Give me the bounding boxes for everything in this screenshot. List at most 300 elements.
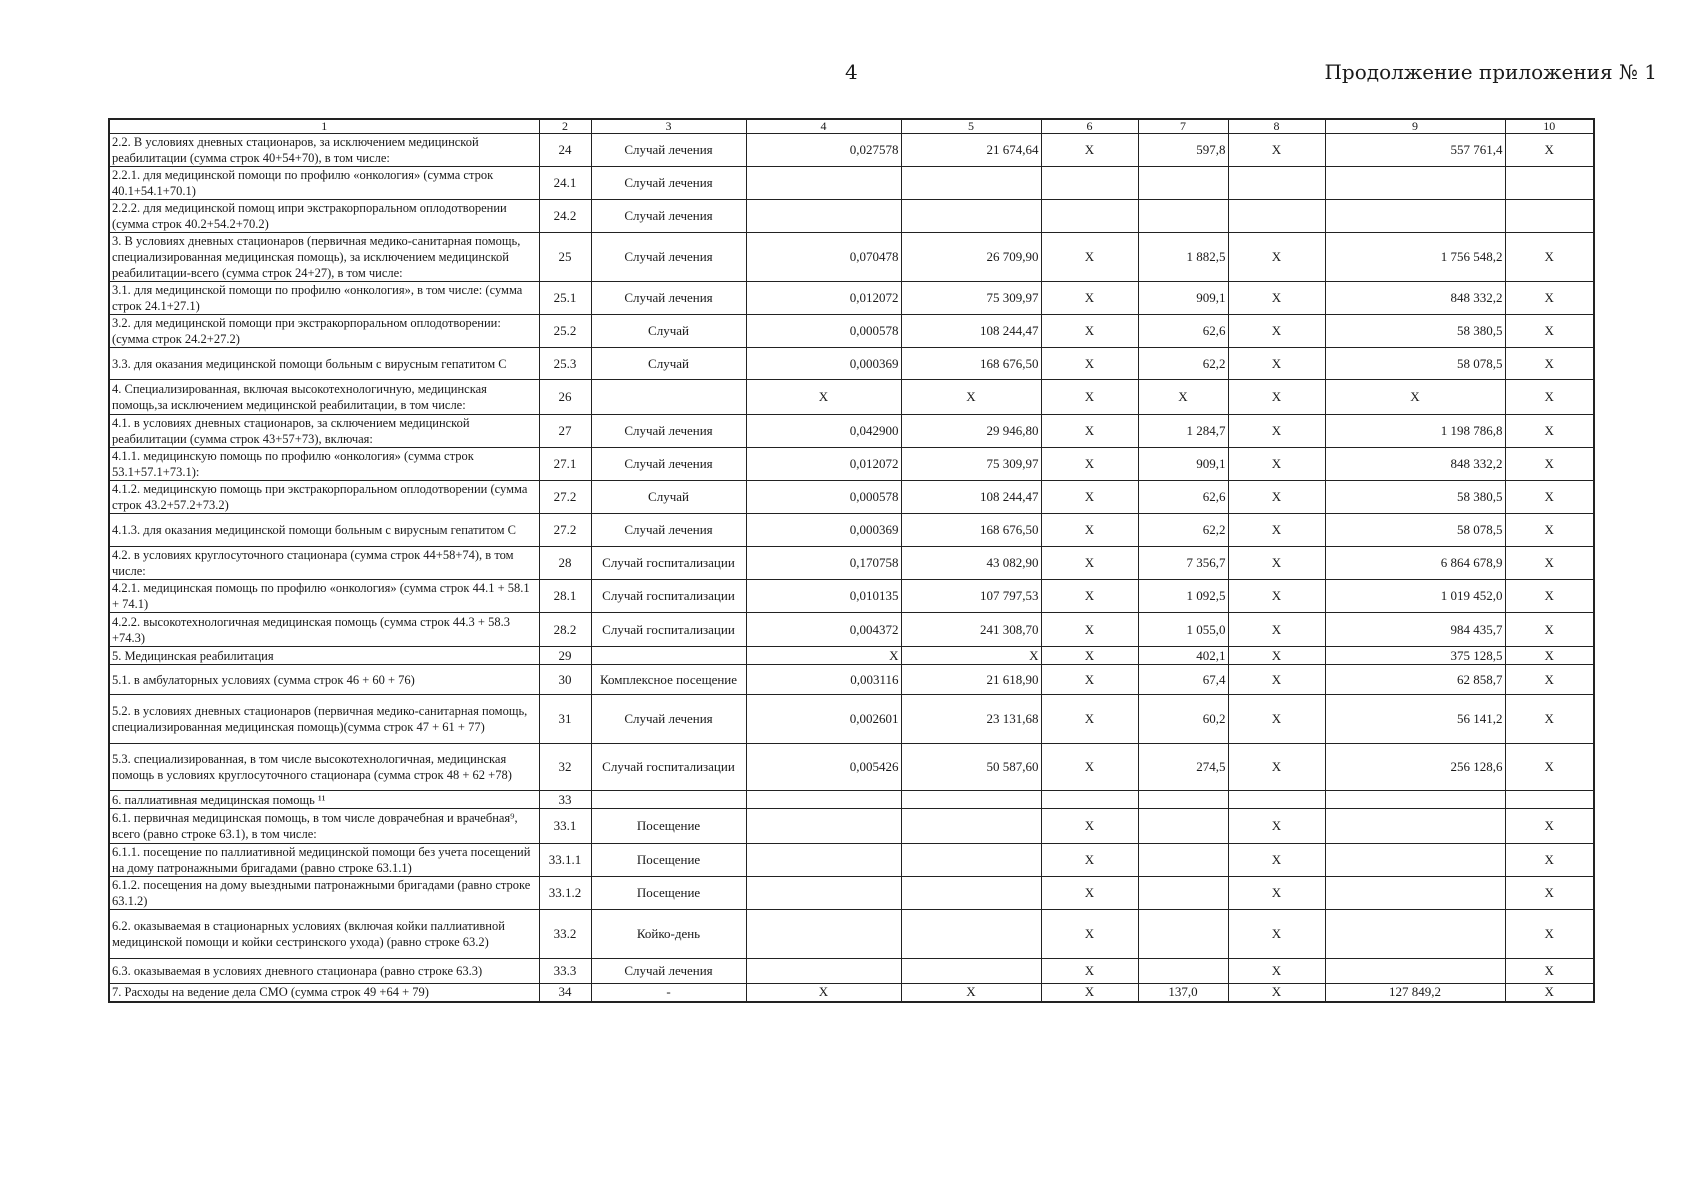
col-8-value: X xyxy=(1228,877,1325,910)
col-7-value: 597,8 xyxy=(1138,134,1228,167)
row-number: 33 xyxy=(539,791,591,809)
column-header: 6 xyxy=(1041,119,1138,134)
table-row xyxy=(109,481,1594,514)
row-number: 27.2 xyxy=(539,481,591,514)
col-5-value: X xyxy=(901,647,1041,665)
col-7-value: 67,4 xyxy=(1138,665,1228,695)
col-5-value: 168 676,50 xyxy=(901,514,1041,547)
row-number: 33.2 xyxy=(539,910,591,959)
col-6-value: X xyxy=(1041,844,1138,877)
col-9-value xyxy=(1325,791,1505,809)
col-10-value: X xyxy=(1505,844,1594,877)
row-number: 24.1 xyxy=(539,167,591,200)
col-9-value: 1 019 452,0 xyxy=(1325,580,1505,613)
col-8-value: X xyxy=(1228,613,1325,647)
table-row xyxy=(109,613,1594,647)
unit-of-measure xyxy=(591,647,746,665)
col-10-value: X xyxy=(1505,134,1594,167)
col-6-value: X xyxy=(1041,877,1138,910)
col-8-value: X xyxy=(1228,448,1325,481)
row-description: 4.1.2. медицинскую помощь при экстракорпоральном оплодотворении (сумма строк 43.2+57.2+73.2) xyxy=(109,481,539,514)
row-description: 6.1. первичная медицинская помощь, в том числе доврачебная и врачебная⁹, всего (равно строке 63.1), в том числе: xyxy=(109,809,539,844)
col-7-value: 7 356,7 xyxy=(1138,547,1228,580)
col-9-value: 256 128,6 xyxy=(1325,744,1505,791)
col-4-value: 0,000578 xyxy=(746,481,901,514)
col-10-value: X xyxy=(1505,695,1594,744)
col-7-value: 909,1 xyxy=(1138,282,1228,315)
row-number: 33.3 xyxy=(539,959,591,984)
col-7-value: 1 055,0 xyxy=(1138,613,1228,647)
unit-of-measure: Случай госпитализации xyxy=(591,547,746,580)
col-4-value: 0,003116 xyxy=(746,665,901,695)
col-5-value: 21 618,90 xyxy=(901,665,1041,695)
col-9-value: 375 128,5 xyxy=(1325,647,1505,665)
col-7-value xyxy=(1138,791,1228,809)
col-7-value: 62,6 xyxy=(1138,315,1228,348)
row-number: 25.1 xyxy=(539,282,591,315)
col-9-value: 58 380,5 xyxy=(1325,481,1505,514)
row-description: 6.2. оказываемая в стационарных условиях (включая койки паллиативной медицинской помощи и койки сестринского ухода) (равно строке 63.2) xyxy=(109,910,539,959)
col-5-value xyxy=(901,877,1041,910)
col-7-value xyxy=(1138,910,1228,959)
table-row xyxy=(109,233,1594,282)
col-7-value xyxy=(1138,877,1228,910)
col-6-value: X xyxy=(1041,984,1138,1002)
col-5-value xyxy=(901,167,1041,200)
column-header: 9 xyxy=(1325,119,1505,134)
col-10-value: X xyxy=(1505,665,1594,695)
table-row xyxy=(109,744,1594,791)
col-10-value: X xyxy=(1505,984,1594,1002)
row-description: 7. Расходы на ведение дела СМО (сумма строк 49 +64 + 79) xyxy=(109,984,539,1002)
col-9-value: 58 078,5 xyxy=(1325,348,1505,380)
row-number: 34 xyxy=(539,984,591,1002)
unit-of-measure: Случай госпитализации xyxy=(591,744,746,791)
row-description: 5.3. специализированная, в том числе высокотехнологичная, медицинская помощь в условиях круглосуточного стационара (сумма строк 48 + 62 +78) xyxy=(109,744,539,791)
col-8-value: X xyxy=(1228,415,1325,448)
col-5-value: 29 946,80 xyxy=(901,415,1041,448)
row-number: 25.3 xyxy=(539,348,591,380)
col-8-value: X xyxy=(1228,481,1325,514)
row-number: 28.1 xyxy=(539,580,591,613)
col-4-value xyxy=(746,844,901,877)
col-4-value: 0,000369 xyxy=(746,514,901,547)
col-9-value xyxy=(1325,167,1505,200)
col-4-value: 0,002601 xyxy=(746,695,901,744)
row-description: 3. В условиях дневных стационаров (первичная медико-санитарная помощь, специализированная медицинская помощь), за исключением медицинской реабилитации-всего (сумма строк 24+27), в том числе: xyxy=(109,233,539,282)
col-9-value: 6 864 678,9 xyxy=(1325,547,1505,580)
row-description: 5.1. в амбулаторных условиях (сумма строк 46 + 60 + 76) xyxy=(109,665,539,695)
col-10-value: X xyxy=(1505,613,1594,647)
col-9-value: 848 332,2 xyxy=(1325,282,1505,315)
header-row xyxy=(109,119,1594,134)
col-8-value: X xyxy=(1228,514,1325,547)
col-10-value: X xyxy=(1505,233,1594,282)
col-8-value: X xyxy=(1228,844,1325,877)
col-10-value: X xyxy=(1505,744,1594,791)
unit-of-measure: Случай лечения xyxy=(591,282,746,315)
col-10-value xyxy=(1505,791,1594,809)
column-header: 1 xyxy=(109,119,539,134)
col-4-value: 0,170758 xyxy=(746,547,901,580)
col-8-value: X xyxy=(1228,282,1325,315)
row-description: 5. Медицинская реабилитация xyxy=(109,647,539,665)
col-7-value xyxy=(1138,200,1228,233)
col-9-value: 58 078,5 xyxy=(1325,514,1505,547)
col-4-value: 0,042900 xyxy=(746,415,901,448)
col-6-value: X xyxy=(1041,695,1138,744)
column-header: 2 xyxy=(539,119,591,134)
col-8-value: X xyxy=(1228,348,1325,380)
col-8-value: X xyxy=(1228,547,1325,580)
table-row xyxy=(109,415,1594,448)
col-9-value xyxy=(1325,809,1505,844)
col-8-value: X xyxy=(1228,959,1325,984)
col-5-value xyxy=(901,791,1041,809)
col-9-value: 62 858,7 xyxy=(1325,665,1505,695)
col-7-value xyxy=(1138,959,1228,984)
appendix-continuation-heading: Продолжение приложения № 1 xyxy=(1324,60,1657,84)
col-7-value: 1 882,5 xyxy=(1138,233,1228,282)
col-10-value xyxy=(1505,200,1594,233)
table-body xyxy=(109,134,1594,1002)
col-7-value: 62,2 xyxy=(1138,514,1228,547)
row-number: 29 xyxy=(539,647,591,665)
col-5-value: 108 244,47 xyxy=(901,315,1041,348)
col-7-value: 60,2 xyxy=(1138,695,1228,744)
col-9-value xyxy=(1325,877,1505,910)
col-6-value xyxy=(1041,791,1138,809)
row-description: 4. Специализированная, включая высокотехнологичную, медицинская помощь,за исключением медицинской реабилитации, в том числе: xyxy=(109,380,539,415)
col-9-value: X xyxy=(1325,380,1505,415)
unit-of-measure: Посещение xyxy=(591,844,746,877)
unit-of-measure: Случай лечения xyxy=(591,448,746,481)
unit-of-measure: Посещение xyxy=(591,877,746,910)
table-row xyxy=(109,134,1594,167)
row-number: 27 xyxy=(539,415,591,448)
col-9-value: 848 332,2 xyxy=(1325,448,1505,481)
row-description: 2.2.1. для медицинской помощи по профилю «онкология» (сумма строк 40.1+54.1+70.1) xyxy=(109,167,539,200)
col-6-value: X xyxy=(1041,415,1138,448)
col-9-value: 56 141,2 xyxy=(1325,695,1505,744)
row-number: 24 xyxy=(539,134,591,167)
row-description: 4.1.3. для оказания медицинской помощи больным с вирусным гепатитом С xyxy=(109,514,539,547)
unit-of-measure: Случай лечения xyxy=(591,200,746,233)
col-9-value xyxy=(1325,910,1505,959)
col-10-value: X xyxy=(1505,547,1594,580)
col-5-value xyxy=(901,844,1041,877)
unit-of-measure: Случай xyxy=(591,348,746,380)
table-row xyxy=(109,844,1594,877)
col-4-value xyxy=(746,809,901,844)
col-10-value: X xyxy=(1505,580,1594,613)
row-description: 4.1.1. медицинскую помощь по профилю «онкология» (сумма строк 53.1+57.1+73.1): xyxy=(109,448,539,481)
col-6-value: X xyxy=(1041,380,1138,415)
column-header: 3 xyxy=(591,119,746,134)
col-4-value: 0,070478 xyxy=(746,233,901,282)
col-6-value: X xyxy=(1041,448,1138,481)
col-4-value xyxy=(746,959,901,984)
col-5-value: 108 244,47 xyxy=(901,481,1041,514)
row-number: 33.1.2 xyxy=(539,877,591,910)
row-description: 2.2.2. для медицинской помощ ипри экстракорпоральном оплодотворении (сумма строк 40.2+54.2+70.2) xyxy=(109,200,539,233)
col-8-value: X xyxy=(1228,580,1325,613)
col-5-value: 43 082,90 xyxy=(901,547,1041,580)
col-9-value: 984 435,7 xyxy=(1325,613,1505,647)
col-5-value xyxy=(901,910,1041,959)
unit-of-measure: Случай лечения xyxy=(591,233,746,282)
column-header: 7 xyxy=(1138,119,1228,134)
row-description: 6.1.1. посещение по паллиативной медицинской помощи без учета посещений на дому патронажными бригадами (равно строке 63.1.1) xyxy=(109,844,539,877)
col-10-value: X xyxy=(1505,481,1594,514)
unit-of-measure xyxy=(591,380,746,415)
row-description: 4.2. в условиях круглосуточного стационара (сумма строк 44+58+74), в том числе: xyxy=(109,547,539,580)
col-9-value: 1 198 786,8 xyxy=(1325,415,1505,448)
col-8-value: X xyxy=(1228,380,1325,415)
column-header: 5 xyxy=(901,119,1041,134)
col-4-value: 0,000369 xyxy=(746,348,901,380)
col-7-value: 62,2 xyxy=(1138,348,1228,380)
col-6-value: X xyxy=(1041,481,1138,514)
col-6-value: X xyxy=(1041,315,1138,348)
col-6-value xyxy=(1041,167,1138,200)
unit-of-measure: Случай лечения xyxy=(591,134,746,167)
col-5-value: 50 587,60 xyxy=(901,744,1041,791)
row-number: 30 xyxy=(539,665,591,695)
col-9-value xyxy=(1325,844,1505,877)
col-5-value: X xyxy=(901,984,1041,1002)
row-number: 31 xyxy=(539,695,591,744)
col-8-value: X xyxy=(1228,695,1325,744)
col-7-value: 274,5 xyxy=(1138,744,1228,791)
col-10-value xyxy=(1505,167,1594,200)
table-row xyxy=(109,547,1594,580)
col-4-value xyxy=(746,877,901,910)
column-header: 8 xyxy=(1228,119,1325,134)
col-4-value: 0,000578 xyxy=(746,315,901,348)
col-8-value: X xyxy=(1228,315,1325,348)
col-4-value: X xyxy=(746,984,901,1002)
col-4-value: 0,012072 xyxy=(746,448,901,481)
row-number: 33.1.1 xyxy=(539,844,591,877)
col-6-value: X xyxy=(1041,647,1138,665)
col-7-value: 1 284,7 xyxy=(1138,415,1228,448)
col-6-value: X xyxy=(1041,744,1138,791)
unit-of-measure: Случай лечения xyxy=(591,695,746,744)
col-5-value: 168 676,50 xyxy=(901,348,1041,380)
col-8-value: X xyxy=(1228,984,1325,1002)
table-row xyxy=(109,282,1594,315)
col-5-value xyxy=(901,959,1041,984)
row-description: 4.2.2. высокотехнологичная медицинская помощь (сумма строк 44.3 + 58.3 +74.3) xyxy=(109,613,539,647)
unit-of-measure: Комплексное посещение xyxy=(591,665,746,695)
col-6-value: X xyxy=(1041,910,1138,959)
col-7-value: 1 092,5 xyxy=(1138,580,1228,613)
row-description: 6.1.2. посещения на дому выездными патронажными бригадами (равно строке 63.1.2) xyxy=(109,877,539,910)
col-9-value: 127 849,2 xyxy=(1325,984,1505,1002)
col-6-value: X xyxy=(1041,233,1138,282)
row-description: 3.1. для медицинской помощи по профилю «онкология», в том числе: (сумма строк 24.1+27.1) xyxy=(109,282,539,315)
col-10-value: X xyxy=(1505,647,1594,665)
col-5-value: 75 309,97 xyxy=(901,282,1041,315)
col-5-value: 23 131,68 xyxy=(901,695,1041,744)
unit-of-measure xyxy=(591,791,746,809)
col-4-value xyxy=(746,910,901,959)
col-8-value: X xyxy=(1228,809,1325,844)
col-9-value xyxy=(1325,959,1505,984)
unit-of-measure: Койко-день xyxy=(591,910,746,959)
col-6-value: X xyxy=(1041,580,1138,613)
col-5-value xyxy=(901,809,1041,844)
col-4-value: 0,012072 xyxy=(746,282,901,315)
col-10-value: X xyxy=(1505,282,1594,315)
row-description: 4.2.1. медицинская помощь по профилю «онкология» (сумма строк 44.1 + 58.1 + 74.1) xyxy=(109,580,539,613)
col-6-value: X xyxy=(1041,547,1138,580)
col-5-value xyxy=(901,200,1041,233)
col-4-value xyxy=(746,167,901,200)
col-10-value: X xyxy=(1505,514,1594,547)
col-7-value: 909,1 xyxy=(1138,448,1228,481)
col-9-value xyxy=(1325,200,1505,233)
table-row xyxy=(109,580,1594,613)
col-5-value: 75 309,97 xyxy=(901,448,1041,481)
table-row xyxy=(109,791,1594,809)
col-8-value: X xyxy=(1228,910,1325,959)
row-description: 3.3. для оказания медицинской помощи больным с вирусным гепатитом С xyxy=(109,348,539,380)
table-row xyxy=(109,448,1594,481)
row-number: 25 xyxy=(539,233,591,282)
table-row xyxy=(109,877,1594,910)
row-number: 26 xyxy=(539,380,591,415)
col-6-value: X xyxy=(1041,282,1138,315)
col-5-value: 26 709,90 xyxy=(901,233,1041,282)
col-6-value: X xyxy=(1041,348,1138,380)
col-7-value: 402,1 xyxy=(1138,647,1228,665)
column-header: 4 xyxy=(746,119,901,134)
col-7-value xyxy=(1138,809,1228,844)
col-8-value xyxy=(1228,167,1325,200)
row-number: 32 xyxy=(539,744,591,791)
unit-of-measure: Случай госпитализации xyxy=(591,580,746,613)
col-5-value: 21 674,64 xyxy=(901,134,1041,167)
table-row xyxy=(109,809,1594,844)
data-table xyxy=(108,118,1595,1003)
table-row xyxy=(109,315,1594,348)
col-5-value: 241 308,70 xyxy=(901,613,1041,647)
row-number: 27.1 xyxy=(539,448,591,481)
table-row xyxy=(109,348,1594,380)
col-8-value xyxy=(1228,791,1325,809)
col-5-value: X xyxy=(901,380,1041,415)
unit-of-measure: Случай xyxy=(591,481,746,514)
col-6-value: X xyxy=(1041,665,1138,695)
col-10-value: X xyxy=(1505,348,1594,380)
col-7-value xyxy=(1138,167,1228,200)
col-10-value: X xyxy=(1505,315,1594,348)
row-number: 27.2 xyxy=(539,514,591,547)
row-description: 5.2. в условиях дневных стационаров (первичная медико-санитарная помощь, специализированная медицинская помощь)(сумма строк 47 + 61 + 77) xyxy=(109,695,539,744)
unit-of-measure: - xyxy=(591,984,746,1002)
col-9-value: 58 380,5 xyxy=(1325,315,1505,348)
col-4-value: X xyxy=(746,647,901,665)
col-6-value: X xyxy=(1041,613,1138,647)
col-8-value: X xyxy=(1228,647,1325,665)
table-row xyxy=(109,380,1594,415)
col-5-value: 107 797,53 xyxy=(901,580,1041,613)
row-number: 28.2 xyxy=(539,613,591,647)
page-number: 4 xyxy=(845,60,858,84)
row-description: 6. паллиативная медицинская помощь ¹¹ xyxy=(109,791,539,809)
col-9-value: 557 761,4 xyxy=(1325,134,1505,167)
col-10-value: X xyxy=(1505,877,1594,910)
table-row xyxy=(109,910,1594,959)
unit-of-measure: Случай лечения xyxy=(591,514,746,547)
col-7-value: X xyxy=(1138,380,1228,415)
col-8-value: X xyxy=(1228,665,1325,695)
table-row xyxy=(109,695,1594,744)
row-number: 25.2 xyxy=(539,315,591,348)
unit-of-measure: Случай лечения xyxy=(591,167,746,200)
col-10-value: X xyxy=(1505,910,1594,959)
unit-of-measure: Случай xyxy=(591,315,746,348)
row-description: 2.2. В условиях дневных стационаров, за исключением медицинской реабилитации (сумма строк 40+54+70), в том числе: xyxy=(109,134,539,167)
unit-of-measure: Случай лечения xyxy=(591,415,746,448)
unit-of-measure: Случай лечения xyxy=(591,959,746,984)
row-description: 6.3. оказываемая в условиях дневного стационара (равно строке 63.3) xyxy=(109,959,539,984)
table-row xyxy=(109,984,1594,1002)
col-6-value: X xyxy=(1041,809,1138,844)
col-4-value: X xyxy=(746,380,901,415)
col-10-value: X xyxy=(1505,415,1594,448)
unit-of-measure: Посещение xyxy=(591,809,746,844)
table-row xyxy=(109,665,1594,695)
col-7-value: 62,6 xyxy=(1138,481,1228,514)
col-8-value xyxy=(1228,200,1325,233)
col-6-value: X xyxy=(1041,514,1138,547)
row-number: 28 xyxy=(539,547,591,580)
row-description: 3.2. для медицинской помощи при экстракорпоральном оплодотворении: (сумма строк 24.2+27.2) xyxy=(109,315,539,348)
unit-of-measure: Случай госпитализации xyxy=(591,613,746,647)
col-6-value: X xyxy=(1041,134,1138,167)
col-8-value: X xyxy=(1228,744,1325,791)
col-8-value: X xyxy=(1228,233,1325,282)
col-4-value xyxy=(746,200,901,233)
col-4-value: 0,005426 xyxy=(746,744,901,791)
table-row xyxy=(109,514,1594,547)
col-6-value: X xyxy=(1041,959,1138,984)
col-6-value xyxy=(1041,200,1138,233)
row-number: 33.1 xyxy=(539,809,591,844)
col-4-value: 0,004372 xyxy=(746,613,901,647)
col-4-value xyxy=(746,791,901,809)
table-row xyxy=(109,200,1594,233)
col-10-value: X xyxy=(1505,448,1594,481)
column-header: 10 xyxy=(1505,119,1594,134)
col-8-value: X xyxy=(1228,134,1325,167)
col-10-value: X xyxy=(1505,380,1594,415)
table-row xyxy=(109,167,1594,200)
col-4-value: 0,027578 xyxy=(746,134,901,167)
col-7-value: 137,0 xyxy=(1138,984,1228,1002)
col-10-value: X xyxy=(1505,959,1594,984)
col-4-value: 0,010135 xyxy=(746,580,901,613)
table-row xyxy=(109,647,1594,665)
row-number: 24.2 xyxy=(539,200,591,233)
table-row xyxy=(109,959,1594,984)
col-7-value xyxy=(1138,844,1228,877)
col-9-value: 1 756 548,2 xyxy=(1325,233,1505,282)
row-description: 4.1. в условиях дневных стационаров, за сключением медицинской реабилитации (сумма строк 43+57+73), включая: xyxy=(109,415,539,448)
